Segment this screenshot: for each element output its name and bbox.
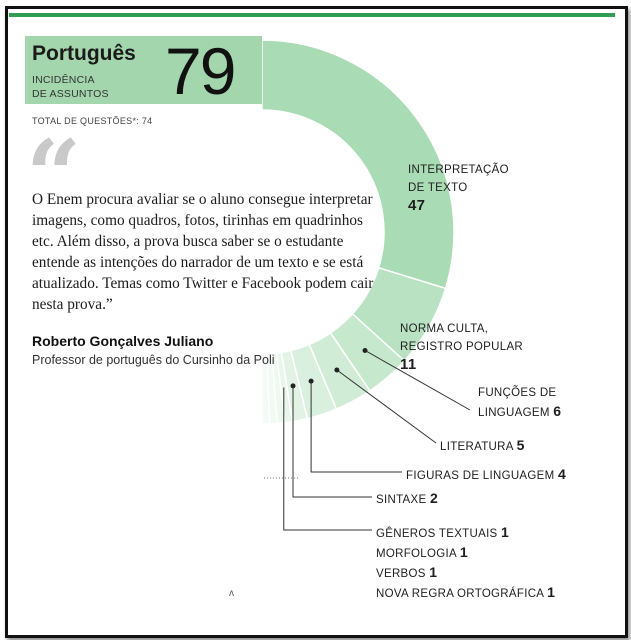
quote-author-role: Professor de português do Cursinho da Poli: [32, 353, 275, 367]
value-literatura: 5: [516, 437, 525, 453]
value-generos: 1: [501, 524, 510, 540]
label-sintaxe-text: SINTAXE: [376, 494, 427, 506]
value-figuras: 4: [558, 466, 567, 482]
leader-line-2: [337, 370, 436, 443]
value-morfologia: 1: [459, 544, 468, 560]
label-funcoes: [478, 384, 561, 422]
value-funcoes: 6: [553, 403, 562, 419]
label-nova-regra: [376, 583, 555, 603]
subject-title: Português: [32, 42, 136, 65]
value-interpretacao: 47: [408, 197, 426, 214]
label-sintaxe: [376, 489, 438, 509]
leader-dot-1: [363, 348, 368, 353]
label-generos: [376, 523, 555, 543]
label-interpretacao-line1: INTERPRETAÇÃO: [408, 164, 509, 176]
label-verbos: [376, 563, 555, 583]
label-verbos-text: VERBOS: [376, 568, 426, 580]
label-norma-line2: REGISTRO POPULAR: [400, 341, 524, 353]
value-sintaxe: 2: [429, 490, 439, 506]
leader-dot-2: [334, 367, 339, 372]
label-figuras-text: FIGURAS DE LINGUAGEM: [406, 470, 555, 482]
label-figuras: [406, 465, 566, 485]
value-nova: 1: [547, 584, 556, 600]
quote-mark-icon: “: [26, 119, 82, 232]
label-norma-culta: [400, 320, 523, 374]
label-funcoes-line1: FUNÇÕES DE: [478, 387, 557, 399]
quote-text: O Enem procura avaliar se o aluno consegue interpretar imagens, como quadros, fotos, tirinhas em quadrinhos etc. Além disso, a prova busca saber se o estudante entende as intenções do narrador de um texto e se está atualizado. Temas como Twitter e Facebook podem cair nesta prova.”: [32, 191, 374, 313]
label-generos-text: GÊNEROS TEXTUAIS: [376, 528, 498, 540]
label-morfologia: [376, 543, 555, 563]
label-literatura-text: LITERATURA: [440, 441, 514, 453]
leader-dot-3: [309, 379, 314, 384]
footer-mark: ʌ: [229, 588, 234, 599]
total-questions: TOTAL DE QUESTÕES*: 74: [32, 116, 153, 126]
value-norma: 11: [400, 356, 417, 373]
label-nova-text: NOVA REGRA ORTOGRÁFICA: [376, 588, 544, 600]
label-interpretacao-line2: DE TEXTO: [408, 182, 468, 194]
label-funcoes-line2: [478, 402, 561, 422]
label-norma-line1: NORMA CULTA,: [400, 323, 489, 335]
label-small-topics: [376, 523, 555, 603]
label-literatura: [440, 436, 525, 456]
incidence-label: [32, 73, 109, 101]
label-interpretacao: [408, 161, 509, 215]
label-funcoes-text: LINGUAGEM: [478, 407, 550, 419]
incidence-label-line2: DE ASSUNTOS: [32, 88, 109, 100]
incidence-label-line1: INCIDÊNCIA: [32, 74, 95, 86]
label-morfologia-text: MORFOLOGIA: [376, 548, 457, 560]
quote-author: Roberto Gonçalves Juliano: [32, 333, 214, 349]
leader-dot-4: [291, 383, 296, 388]
value-verbos: 1: [429, 564, 438, 580]
incidence-value: 79: [165, 34, 235, 108]
